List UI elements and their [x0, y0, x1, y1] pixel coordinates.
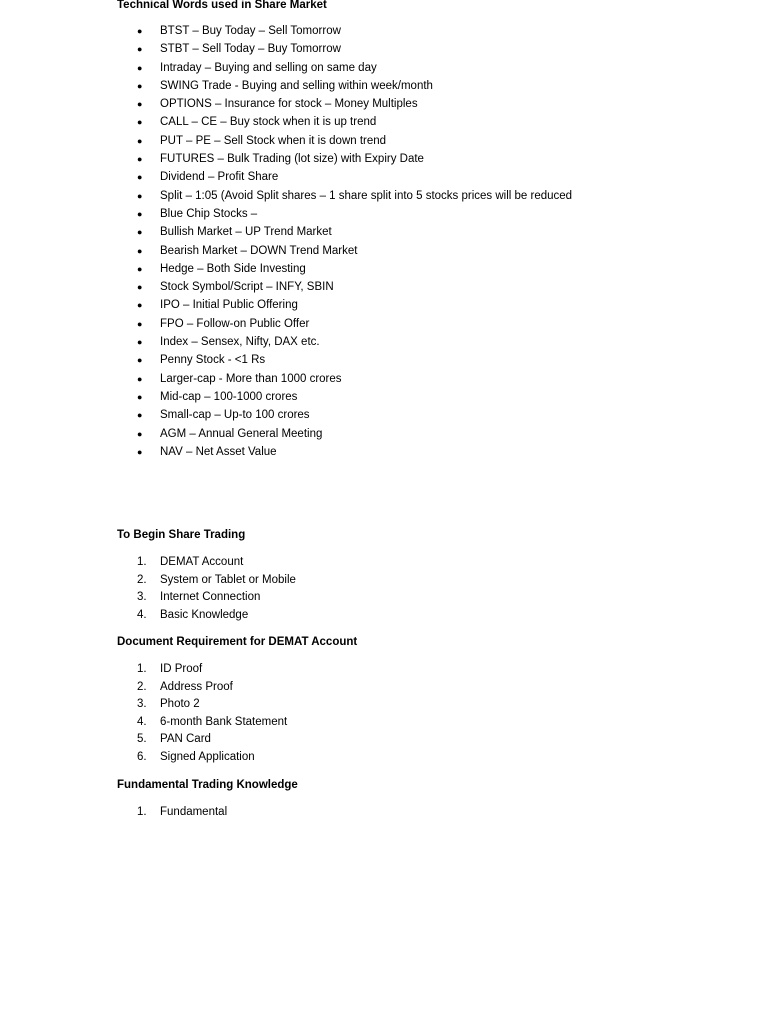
list-item-text: DEMAT Account	[160, 556, 244, 568]
bullet-icon: ●	[137, 26, 143, 36]
list-item-text: FUTURES – Bulk Trading (lot size) with Expiry Date	[160, 153, 424, 166]
list-item-text: PAN Card	[160, 733, 211, 746]
bullet-icon: ●	[137, 135, 143, 146]
bullet-icon: ●	[137, 446, 143, 457]
list-item-text: Photo 2	[160, 698, 200, 711]
bullet-icon: ●	[137, 318, 143, 329]
list-item-text: Stock Symbol/Script – INFY, SBIN	[160, 281, 334, 294]
bullet-icon: ●	[137, 337, 143, 348]
list-item-text: PUT – PE – Sell Stock when it is down trend	[160, 134, 387, 147]
bullet-icon: ●	[137, 62, 143, 73]
bullet-icon: ●	[137, 190, 143, 201]
list-item-text: Index – Sensex, Nifty, DAX etc.	[160, 336, 320, 349]
list-item-text: Dividend – Profit Share	[160, 171, 279, 184]
bullet-icon: ●	[137, 428, 143, 439]
list-item-text: Small-cap – Up-to 100 crores	[160, 409, 310, 422]
bullet-icon: ●	[137, 172, 143, 183]
bullet-icon: ●	[137, 208, 143, 219]
section-heading-fundamental-knowledge: Fundamental Trading Knowledge	[117, 779, 298, 791]
bullet-icon: ●	[137, 373, 143, 384]
list-item-text: ID Proof	[160, 663, 203, 675]
list-number: 4.	[137, 715, 147, 728]
list-item-text: Signed Application	[160, 750, 255, 763]
list-item-text: OPTIONS – Insurance for stock – Money Multiples	[160, 98, 418, 111]
list-number: 1.	[137, 806, 147, 818]
list-item-text: SWING Trade - Buying and selling within week/month	[160, 79, 433, 92]
list-number: 1.	[137, 663, 147, 675]
list-number: 6.	[137, 750, 147, 763]
bullet-icon: ●	[137, 391, 143, 402]
bullet-icon: ●	[137, 263, 143, 274]
bullet-icon: ●	[137, 227, 143, 238]
list-item-text: FPO – Follow-on Public Offer	[160, 317, 310, 330]
list-item-text: Intraday – Buying and selling on same day	[160, 61, 377, 74]
bullet-icon: ●	[137, 282, 143, 293]
list-number: 3.	[137, 591, 147, 604]
list-item-text: Blue Chip Stocks –	[160, 207, 258, 220]
list-item-text: System or Tablet or Mobile	[160, 573, 296, 586]
list-number: 4.	[137, 608, 147, 621]
list-item-text: Split – 1:05 (Avoid Split shares – 1 share split into 5 stocks prices will be reduced	[160, 189, 573, 202]
list-item-text: CALL – CE – Buy stock when it is up trend	[160, 116, 377, 129]
bullet-icon: ●	[137, 245, 143, 256]
bullet-icon: ●	[137, 300, 143, 311]
list-item-text: Fundamental	[160, 806, 228, 818]
bullet-icon: ●	[137, 117, 143, 128]
bullet-icon: ●	[137, 80, 143, 91]
list-item-text: Hedge – Both Side Investing	[160, 262, 306, 275]
bullet-icon: ●	[137, 154, 143, 165]
list-item-text: Bearish Market – DOWN Trend Market	[160, 244, 358, 257]
bullet-icon: ●	[137, 355, 143, 366]
list-item-text: Penny Stock - <1 Rs	[160, 354, 266, 367]
section-heading-technical-words: Technical Words used in Share Market	[117, 0, 327, 11]
list-item-text: NAV – Net Asset Value	[160, 445, 277, 458]
list-item-text: Larger-cap - More than 1000 crores	[160, 372, 342, 385]
bullet-icon: ●	[137, 44, 143, 55]
section-heading-demat-documents: Document Requirement for DEMAT Account	[117, 636, 358, 648]
list-number: 5.	[137, 733, 147, 746]
section-heading-begin-trading: To Begin Share Trading	[117, 529, 246, 541]
list-number: 1.	[137, 556, 147, 568]
list-number: 2.	[137, 573, 147, 586]
list-item-text: IPO – Initial Public Offering	[160, 299, 298, 312]
list-item-text: Mid-cap – 100-1000 crores	[160, 390, 298, 403]
bullet-icon: ●	[137, 99, 143, 110]
bullet-icon: ●	[137, 410, 143, 421]
list-item-text: Internet Connection	[160, 591, 261, 604]
list-item-text: 6-month Bank Statement	[160, 715, 288, 728]
list-item-text: Address Proof	[160, 680, 233, 693]
list-item-text: Basic Knowledge	[160, 608, 249, 621]
list-item-text: Bullish Market – UP Trend Market	[160, 226, 332, 239]
list-number: 2.	[137, 680, 147, 693]
list-item-text: AGM – Annual General Meeting	[160, 427, 323, 440]
list-number: 3.	[137, 698, 147, 711]
list-item-text: BTST – Buy Today – Sell Tomorrow	[160, 25, 341, 37]
list-item-text: STBT – Sell Today – Buy Tomorrow	[160, 43, 341, 56]
